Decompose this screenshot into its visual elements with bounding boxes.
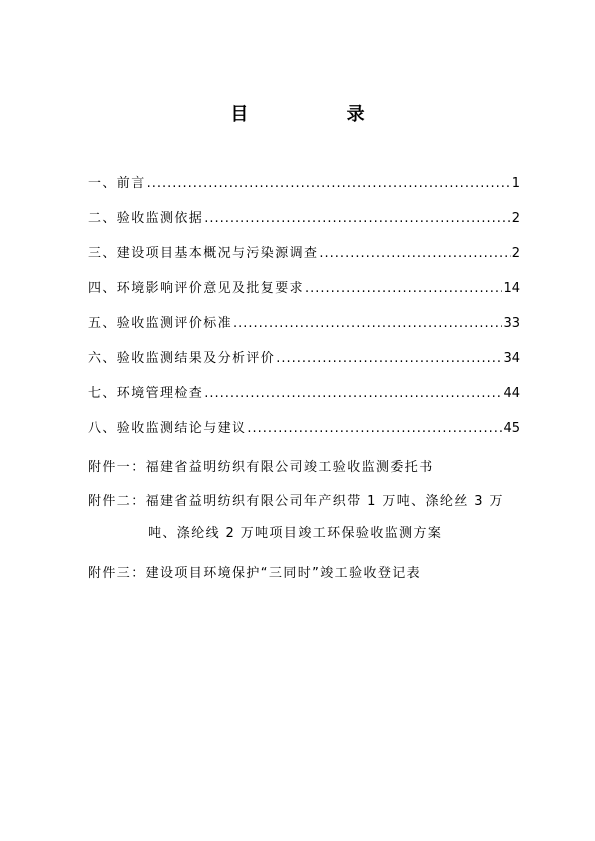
appendix-1 — [88, 458, 528, 478]
appendix-title: 福建省益明纺织有限公司年产织带 1 万吨、涤纶丝 3 万 — [145, 494, 504, 509]
toc-entry-4[interactable] — [88, 279, 520, 314]
appendix-3 — [88, 564, 528, 584]
toc-entry-2[interactable] — [88, 209, 520, 244]
toc-page-number: 45 — [503, 421, 520, 436]
toc-dot-leader — [247, 419, 502, 439]
toc-entry-5[interactable] — [88, 314, 520, 349]
toc-entry-label: 六、验收监测结果及分析评价 — [88, 351, 276, 366]
toc-page-number: 33 — [503, 316, 520, 331]
appendix-title: 福建省益明纺织有限公司竣工验收监测委托书 — [145, 460, 434, 475]
appendix-prefix: 附件二： — [88, 494, 146, 509]
toc-entry-label: 四、环境影响评价意见及批复要求 — [88, 281, 305, 296]
appendix-2 — [88, 492, 528, 544]
toc-page-number: 2 — [511, 211, 520, 226]
toc-page-number: 2 — [511, 246, 520, 261]
toc-entry-6[interactable] — [88, 349, 520, 384]
toc-entry-3[interactable] — [88, 244, 520, 279]
toc-page-number: 34 — [503, 351, 520, 366]
page-title: 目 录 — [230, 104, 411, 125]
toc-dot-leader — [204, 209, 511, 229]
toc-entry-label: 七、环境管理检查 — [88, 386, 204, 401]
toc-dot-leader — [276, 349, 502, 369]
appendix-prefix: 附件三： — [88, 566, 146, 581]
table-of-contents — [88, 174, 520, 454]
toc-entry-label: 八、验收监测结论与建议 — [88, 421, 247, 436]
toc-dot-leader — [233, 314, 502, 334]
toc-entry-8[interactable] — [88, 419, 520, 454]
toc-dot-leader — [147, 174, 511, 194]
toc-page-number: 44 — [503, 386, 520, 401]
toc-entry-label: 一、前言 — [88, 176, 146, 191]
toc-dot-leader — [305, 279, 502, 299]
appendix-prefix: 附件一： — [88, 460, 146, 475]
toc-entry-label: 五、验收监测评价标准 — [88, 316, 233, 331]
toc-entry-7[interactable] — [88, 384, 520, 419]
toc-page-number: 1 — [511, 176, 520, 191]
appendix-title-continued: 吨、涤纶线 2 万吨项目竣工环保验收监测方案 — [148, 526, 443, 541]
toc-page-number: 14 — [503, 281, 520, 296]
appendix-title: 建设项目环境保护“三同时”竣工验收登记表 — [145, 566, 422, 581]
toc-entry-1[interactable] — [88, 174, 520, 209]
toc-entry-label: 三、建设项目基本概况与污染源调查 — [88, 246, 319, 261]
toc-dot-leader — [204, 384, 502, 404]
toc-dot-leader — [319, 244, 510, 264]
toc-entry-label: 二、验收监测依据 — [88, 211, 204, 226]
